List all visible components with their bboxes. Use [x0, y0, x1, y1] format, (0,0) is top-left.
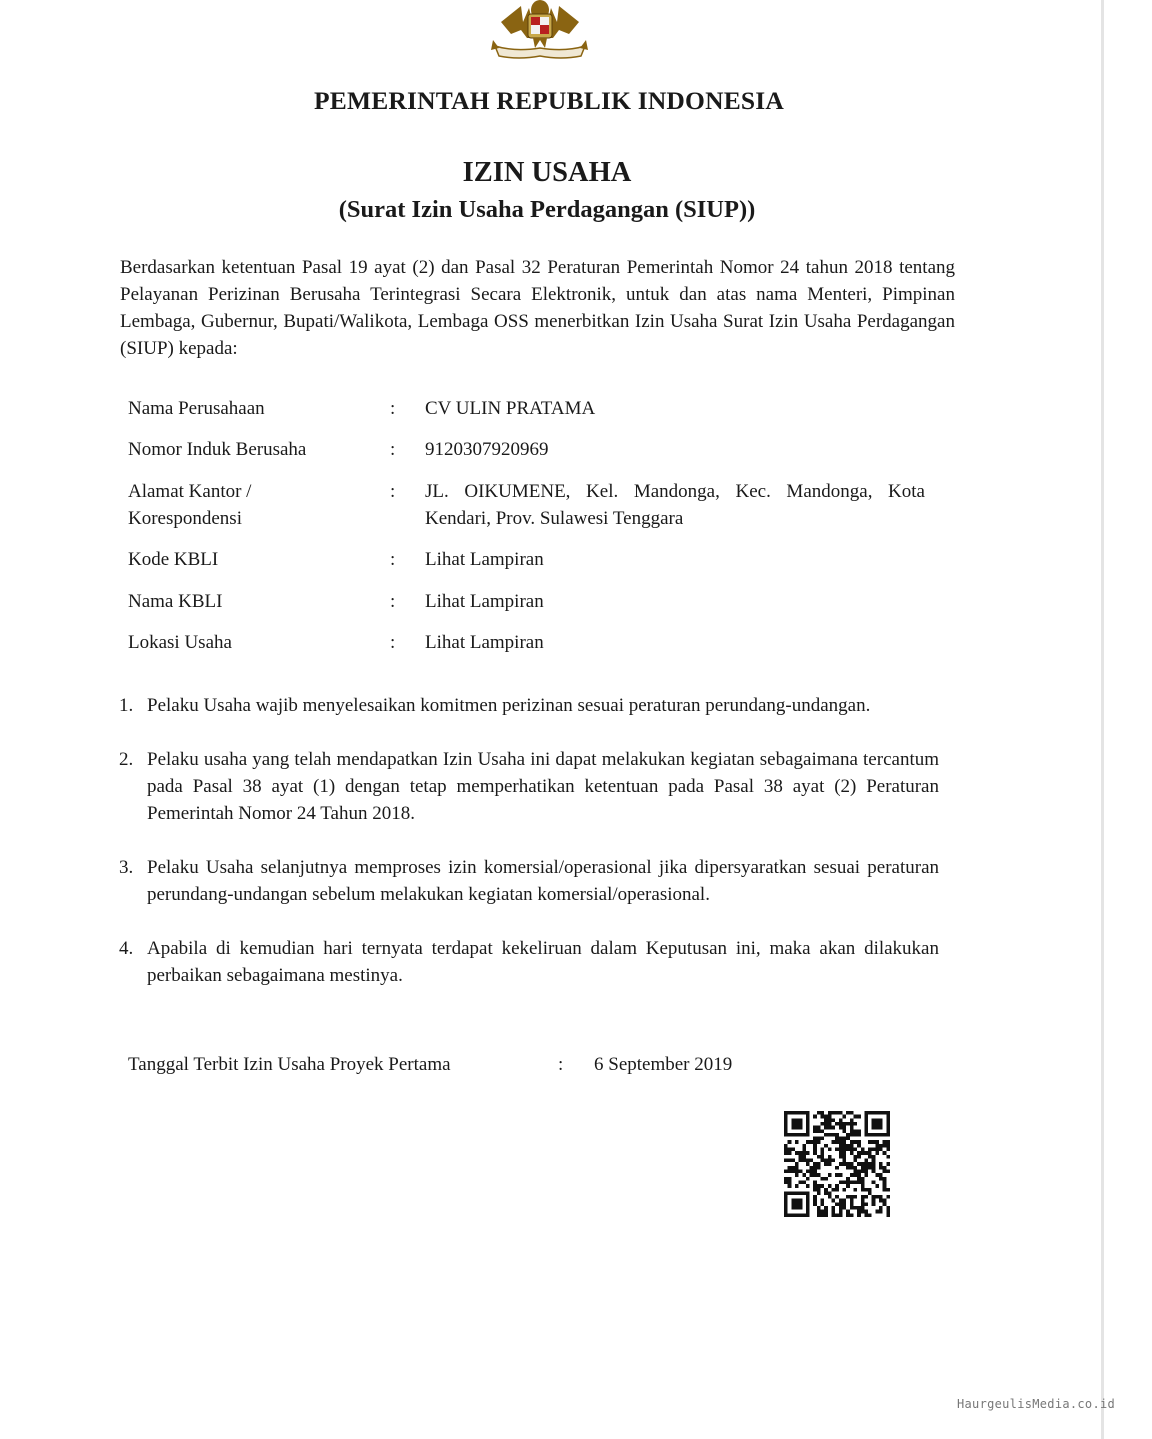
- field-label: Lokasi Usaha: [128, 632, 232, 653]
- intro-paragraph: Berdasarkan ketentuan Pasal 19 ayat (2) dan Pasal 32 Peraturan Pemerintah Nomor 24 tahun 2018 tentang Pelayanan Perizinan Berusaha Terintegrasi Secara Elektronik, untuk dan atas nama Menteri, Pimpinan Lembaga, Gubernur, Bupati/Walikota, Lembaga OSS menerbitkan Izin Usaha Surat Izin Usaha Perdagangan (SIUP) kepada:: [120, 257, 955, 359]
- garuda-emblem-icon: [487, 0, 592, 62]
- watermark-text: HaurgeulisMedia.co.id: [957, 1397, 1116, 1411]
- term-number: 4.: [119, 938, 134, 959]
- government-heading: PEMERINTAH REPUBLIK INDONESIA: [313, 86, 785, 115]
- field-colon: :: [390, 439, 396, 460]
- field-colon: :: [390, 591, 396, 612]
- list-item: [119, 746, 939, 827]
- document-title: IZIN USAHA: [462, 157, 632, 188]
- field-value: Lihat Lampiran: [425, 591, 544, 612]
- term-text: Pelaku Usaha wajib menyelesaikan komitmen perizinan sesuai peraturan perundang-undangan.: [147, 695, 871, 716]
- field-colon: :: [390, 549, 396, 570]
- list-item: [119, 854, 939, 908]
- field-value: CV ULIN PRATAMA: [425, 398, 596, 419]
- field-label: Nomor Induk Berusaha: [128, 439, 307, 460]
- field-label: Nama Perusahaan: [128, 398, 265, 419]
- term-number: 3.: [119, 857, 134, 878]
- terms-list: [119, 692, 939, 1016]
- field-label: Nama KBLI: [128, 591, 223, 612]
- list-item: [119, 935, 939, 989]
- field-label: Kode KBLI: [128, 549, 219, 570]
- term-text: Pelaku Usaha selanjutnya memproses izin komersial/operasional jika dipersyaratkan sesuai peraturan perundang-undangan sebelum melakukan kegiatan komersial/operasional.: [147, 857, 939, 905]
- field-value: Lihat Lampiran: [425, 549, 544, 570]
- field-colon: :: [390, 398, 396, 419]
- field-colon: :: [390, 481, 396, 502]
- term-text: Apabila di kemudian hari ternyata terdapat kekeliruan dalam Keputusan ini, maka akan dilakukan perbaikan sebagaimana mestinya.: [147, 938, 939, 986]
- list-item: [119, 692, 939, 719]
- issue-date-value: 6 September 2019: [594, 1054, 733, 1075]
- page-edge-divider: [1101, 0, 1104, 1439]
- issue-date-label: Tanggal Terbit Izin Usaha Proyek Pertama: [128, 1054, 451, 1075]
- field-label: Alamat Kantor / Korespondensi: [128, 481, 252, 529]
- term-text: Pelaku usaha yang telah mendapatkan Izin Usaha ini dapat melakukan kegiatan sebagaimana tercantum pada Pasal 38 ayat (1) dengan tetap memperhatikan ketentuan pada Pasal 38 ayat (2) Peraturan Pemerintah Nomor 24 Tahun 2018.: [147, 749, 939, 824]
- field-value: JL. OIKUMENE, Kel. Mandonga, Kec. Mandonga, Kota Kendari, Prov. Sulawesi Tenggara: [425, 481, 925, 529]
- field-value: Lihat Lampiran: [425, 632, 544, 653]
- field-colon: :: [390, 632, 396, 653]
- issue-date-colon: :: [558, 1054, 564, 1075]
- term-number: 2.: [119, 749, 134, 770]
- qr-modules: [784, 1111, 890, 1217]
- term-number: 1.: [119, 695, 134, 716]
- field-value: 9120307920969: [425, 439, 549, 460]
- document-subtitle: (Surat Izin Usaha Perdagangan (SIUP)): [338, 196, 756, 223]
- qr-code-icon: [784, 1111, 890, 1217]
